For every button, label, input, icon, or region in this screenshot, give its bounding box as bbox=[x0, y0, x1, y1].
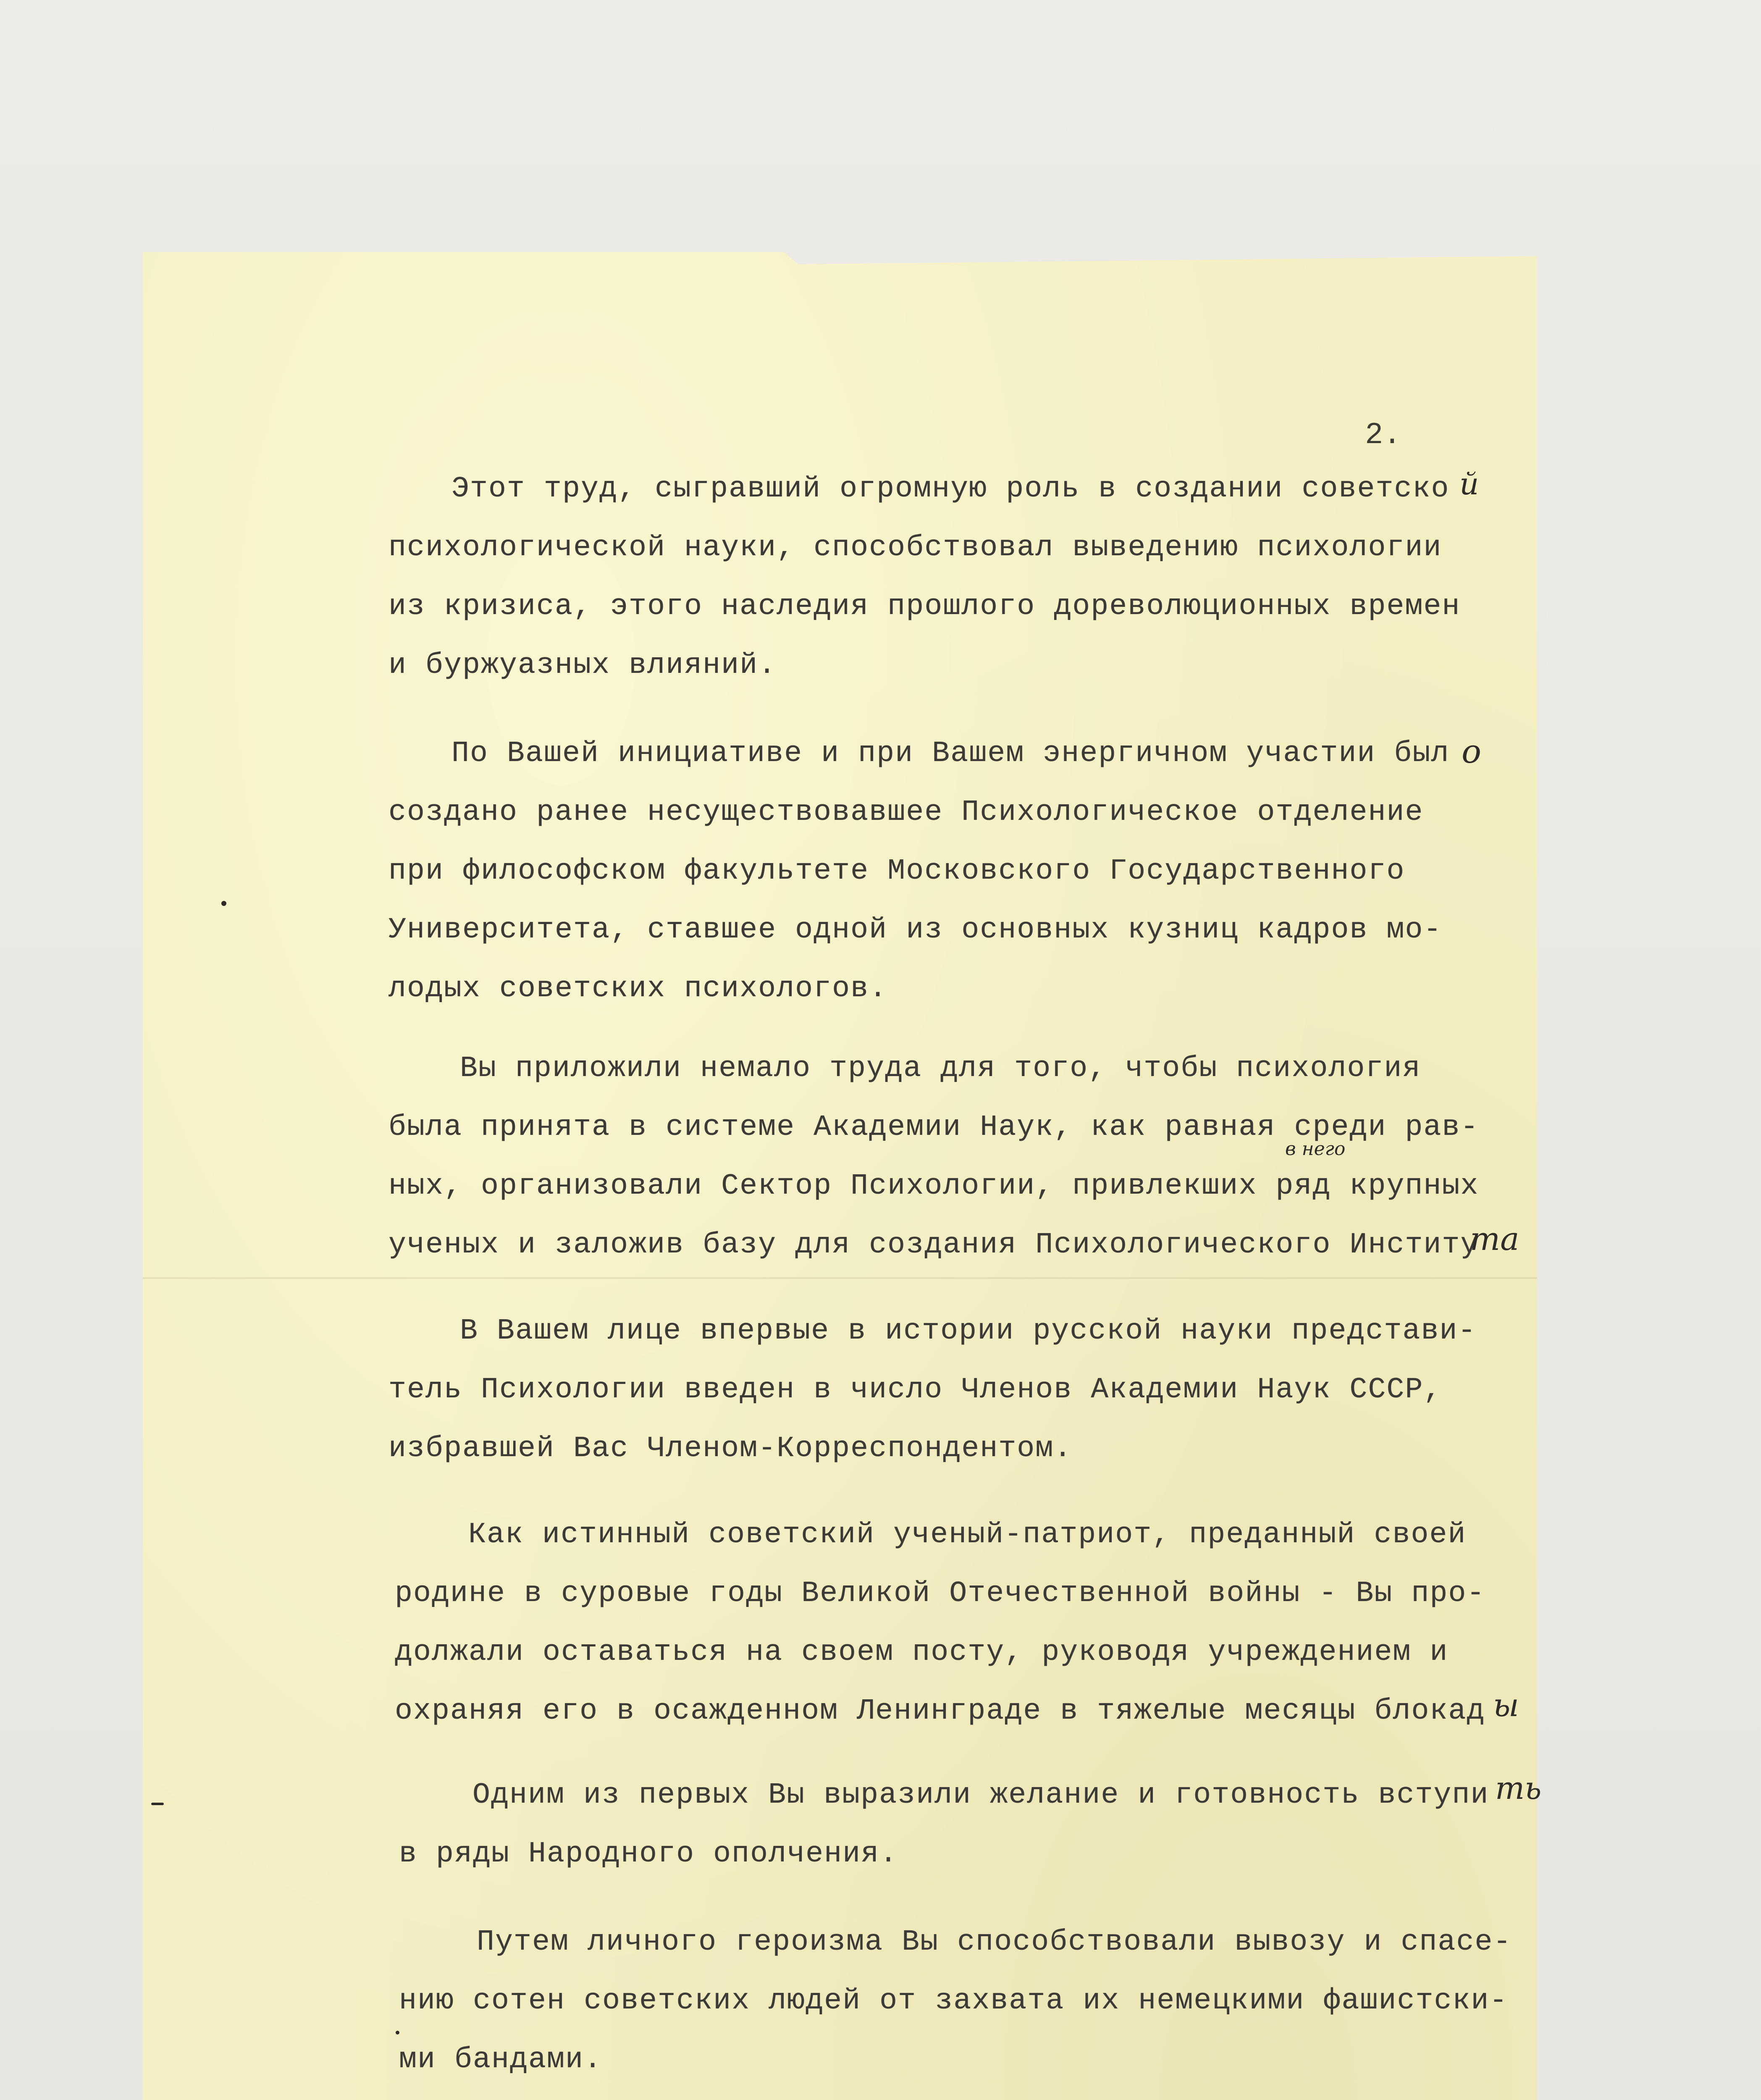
handwritten-correction: о bbox=[1462, 733, 1481, 771]
text-line: избравшей Вас Членом-Корреспондентом. bbox=[388, 1432, 1073, 1465]
handwritten-correction: ть bbox=[1495, 1770, 1542, 1806]
text-line: Как истинный советский ученый-патриот, преданный своей bbox=[468, 1518, 1467, 1551]
text-line: Путем личного героизма Вы способствовали вывозу и спасе- bbox=[477, 1926, 1512, 1959]
text-line: была принята в системе Академии Наук, как равная среди рав- bbox=[388, 1111, 1479, 1144]
text-line: В Вашем лице впервые в истории русской науки представи- bbox=[460, 1315, 1477, 1348]
page-number: 2. bbox=[1365, 418, 1401, 452]
text-line: должали оставаться на своем посту, руководя учреждением и bbox=[395, 1636, 1449, 1669]
text-line: в ряды Народного ополчения. bbox=[399, 1838, 898, 1871]
text-line: По Вашей инициативе и при Вашем энергичном участии был bbox=[451, 737, 1450, 770]
text-line: Университета, ставшее одной из основных кузниц кадров мо- bbox=[388, 914, 1442, 947]
text-line: ных, организовали Сектор Психологии, привлекших ряд крупных bbox=[388, 1170, 1479, 1203]
text-line: нию сотен советских людей от захвата их немецкими фашистски- bbox=[399, 1984, 1508, 2018]
handwritten-correction: й bbox=[1459, 466, 1479, 501]
text-line: охраняя его в осажденном Ленинграде в тяжелые месяцы блокад bbox=[395, 1695, 1485, 1728]
text-line: лодых советских психологов. bbox=[388, 972, 888, 1005]
text-line: и буржуазных влияний. bbox=[388, 649, 777, 682]
handwritten-correction: ы bbox=[1493, 1686, 1519, 1724]
text-line: из кризиса, этого наследия прошлого дореволюционных времен bbox=[388, 590, 1461, 623]
ink-dot bbox=[221, 901, 226, 906]
text-line: создано ранее несуществовавшее Психологическое отделение bbox=[388, 796, 1424, 829]
text-line: родине в суровые годы Великой Отечественной войны - Вы про- bbox=[395, 1577, 1485, 1610]
handwritten-correction: в него bbox=[1285, 1138, 1346, 1160]
ink-dash bbox=[151, 1803, 164, 1805]
text-line: при философском факультете Московского Государственного bbox=[388, 855, 1405, 888]
ink-dot bbox=[396, 2031, 399, 2034]
text-line: Вы приложили немало труда для того, чтобы психология bbox=[460, 1052, 1421, 1085]
text-line: ми бандами. bbox=[399, 2043, 603, 2076]
text-line: Этот труд, сыгравший огромную роль в создании советско bbox=[451, 472, 1450, 506]
text-line: психологической науки, способствовал выведению психологии bbox=[388, 531, 1442, 564]
text-line: ученых и заложив базу для создания Психологического Институ bbox=[388, 1228, 1479, 1262]
text-line: Одним из первых Вы выразили желание и готовность вступи bbox=[472, 1779, 1489, 1812]
text-line: тель Психологии введен в число Членов Академии Наук СССР, bbox=[388, 1373, 1442, 1407]
handwritten-correction: та bbox=[1470, 1220, 1520, 1257]
